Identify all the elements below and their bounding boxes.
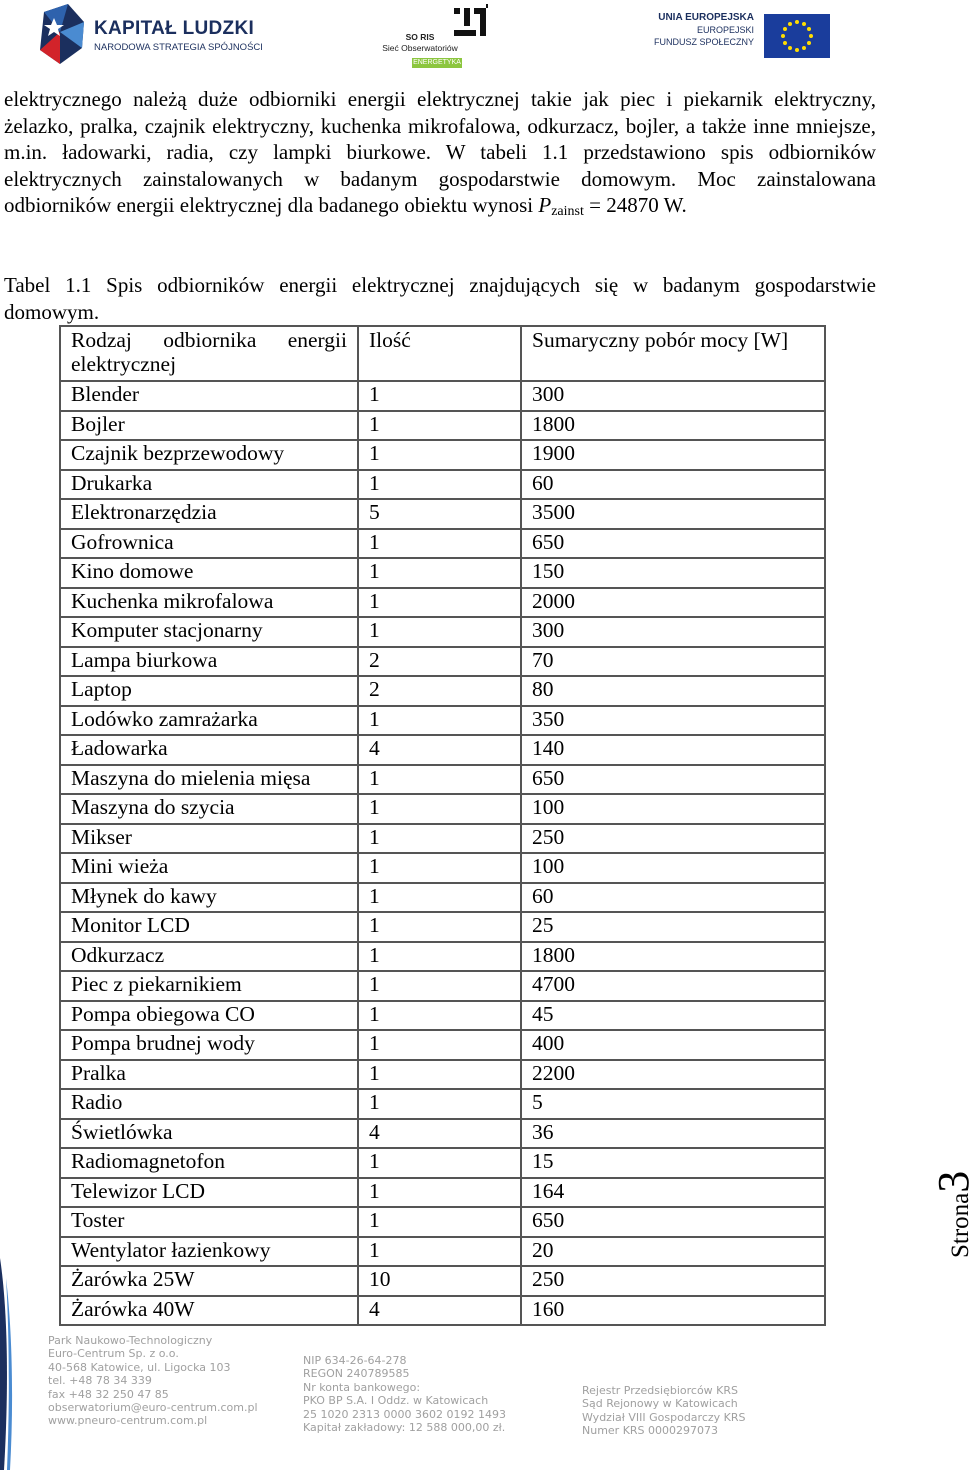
cell-appliance: Maszyna do szycia — [60, 794, 358, 824]
cell-quantity: 1 — [358, 558, 521, 588]
footer-registration-info — [303, 1354, 506, 1434]
cell-quantity: 5 — [358, 499, 521, 529]
cell-quantity: 4 — [358, 735, 521, 765]
footer-line: REGON 240789585 — [303, 1367, 410, 1381]
kapital-ludzki-title: KAPITAŁ LUDZKI — [94, 18, 255, 39]
cell-power: 36 — [521, 1119, 825, 1149]
cell-power: 150 — [521, 558, 825, 588]
cell-power: 1900 — [521, 440, 825, 470]
cell-appliance: Świetlówka — [60, 1119, 358, 1149]
table-row — [60, 1001, 825, 1031]
header-total-power: Sumaryczny pobór mocy [W] — [521, 326, 825, 381]
cell-quantity: 1 — [358, 971, 521, 1001]
footer-line: Wydział VIII Gospodarczy KRS — [582, 1410, 746, 1424]
cell-appliance: Odkurzacz — [60, 942, 358, 972]
eu-flag-icon — [764, 14, 830, 58]
cell-power: 164 — [521, 1178, 825, 1208]
cell-power: 4700 — [521, 971, 825, 1001]
decorative-swoosh-icon — [0, 1258, 22, 1470]
table-row — [60, 794, 825, 824]
footer-line: PKO BP S.A. I Oddz. w Katowicach — [303, 1394, 489, 1408]
footer-line: 25 1020 2313 0000 3602 0192 1493 — [303, 1407, 506, 1421]
eu-line-2: EUROPEJSKI — [696, 25, 754, 35]
power-unit: W. — [663, 193, 687, 218]
cell-quantity: 1 — [358, 1178, 521, 1208]
header-appliance-type: Rodzaj odbiornika energii elektrycznej — [60, 326, 358, 381]
cell-appliance: Pompa brudnej wody — [60, 1030, 358, 1060]
footer-line: NIP 634-26-64-278 — [303, 1354, 407, 1367]
footer-line: Euro-Centrum Sp. z o.o. — [48, 1347, 179, 1361]
table-row — [60, 558, 825, 588]
cell-appliance: Komputer stacjonarny — [60, 617, 358, 647]
page-number-value: 3 — [929, 1170, 978, 1193]
cell-power: 100 — [521, 853, 825, 883]
cell-appliance: Lampa biurkowa — [60, 647, 358, 677]
cell-appliance: Monitor LCD — [60, 912, 358, 942]
kapital-ludzki-emblem-icon — [38, 4, 90, 66]
kapital-ludzki-logo — [38, 4, 263, 66]
table-row — [60, 853, 825, 883]
cell-quantity: 1 — [358, 824, 521, 854]
cell-quantity: 1 — [358, 588, 521, 618]
page-label: Strona — [947, 1192, 974, 1258]
table-row — [60, 1237, 825, 1267]
table-row — [60, 942, 825, 972]
cell-quantity: 2 — [358, 647, 521, 677]
cell-power: 45 — [521, 1001, 825, 1031]
so-ris-logo — [380, 2, 500, 70]
body-paragraph — [4, 86, 876, 219]
kapital-ludzki-subtitle: NARODOWA STRATEGIA SPÓJNOŚCI — [94, 42, 263, 53]
header-quantity: Ilość — [358, 326, 521, 381]
cell-quantity: 2 — [358, 676, 521, 706]
cell-quantity: 1 — [358, 1089, 521, 1119]
cell-power: 250 — [521, 824, 825, 854]
power-subscript: zainst — [551, 204, 584, 220]
cell-power: 350 — [521, 706, 825, 736]
cell-quantity: 1 — [358, 883, 521, 913]
cell-power: 20 — [521, 1237, 825, 1267]
cell-quantity: 1 — [358, 440, 521, 470]
cell-quantity: 1 — [358, 1148, 521, 1178]
footer-line: 40-568 Katowice, ul. Ligocka 103 — [48, 1360, 231, 1374]
cell-appliance: Laptop — [60, 676, 358, 706]
table-row — [60, 971, 825, 1001]
power-symbol: P — [538, 193, 552, 218]
cell-power: 60 — [521, 470, 825, 500]
table-body — [60, 381, 825, 1325]
eu-stars-icon — [764, 14, 830, 58]
cell-power: 80 — [521, 676, 825, 706]
cell-quantity: 1 — [358, 381, 521, 411]
cell-power: 650 — [521, 765, 825, 795]
table-header-row — [60, 326, 825, 381]
table-row — [60, 1207, 825, 1237]
cell-power: 60 — [521, 883, 825, 913]
table-row — [60, 883, 825, 913]
footer-line: Park Naukowo-Technologiczny — [48, 1334, 213, 1347]
cell-quantity: 1 — [358, 1030, 521, 1060]
footer-line: Kapitał zakładowy: 12 588 000,00 zł. — [303, 1421, 506, 1435]
eu-logo — [653, 12, 830, 62]
cell-appliance: Pompa obiegowa CO — [60, 1001, 358, 1031]
table-row — [60, 676, 825, 706]
table-row — [60, 1178, 825, 1208]
page-number-text — [928, 1171, 979, 1258]
cell-quantity: 4 — [358, 1119, 521, 1149]
cell-power: 1800 — [521, 411, 825, 441]
cell-appliance: Wentylator łazienkowy — [60, 1237, 358, 1267]
cell-appliance: Żarówka 40W — [60, 1296, 358, 1326]
cell-power: 15 — [521, 1148, 825, 1178]
footer-line: Sąd Rejonowy w Katowicach — [582, 1397, 738, 1411]
cell-power: 400 — [521, 1030, 825, 1060]
cell-power: 140 — [521, 735, 825, 765]
table-row — [60, 824, 825, 854]
footer-company-info — [48, 1334, 258, 1428]
footer-website: www.pneuro-centrum.com.pl — [48, 1414, 208, 1428]
cell-appliance: Młynek do kawy — [60, 883, 358, 913]
footer-line: fax +48 32 250 47 85 — [48, 1387, 169, 1401]
cell-quantity: 1 — [358, 912, 521, 942]
cell-power: 3500 — [521, 499, 825, 529]
table-row — [60, 1266, 825, 1296]
eu-text — [654, 12, 754, 48]
cell-appliance: Żarówka 25W — [60, 1266, 358, 1296]
cell-quantity: 1 — [358, 1207, 521, 1237]
cell-power: 5 — [521, 1089, 825, 1119]
so-ris-name: SO RIS — [405, 32, 435, 42]
power-value: = 24870 — [589, 193, 659, 218]
table-row — [60, 529, 825, 559]
cell-power: 300 — [521, 381, 825, 411]
cell-appliance: Radiomagnetofon — [60, 1148, 358, 1178]
cell-quantity: 10 — [358, 1266, 521, 1296]
table-caption: Tabel 1.1 Spis odbiorników energii elektrycznej znajdujących się w badanym gospodarstwie domowym. — [4, 273, 876, 324]
table-row — [60, 499, 825, 529]
cell-appliance: Pralka — [60, 1060, 358, 1090]
table-row — [60, 411, 825, 441]
cell-appliance: Toster — [60, 1207, 358, 1237]
cell-appliance: Czajnik bezprzewodowy — [60, 440, 358, 470]
page-header — [0, 0, 960, 72]
cell-power: 650 — [521, 529, 825, 559]
cell-quantity: 1 — [358, 706, 521, 736]
table-row — [60, 1119, 825, 1149]
cell-quantity: 1 — [358, 1060, 521, 1090]
cell-power: 1800 — [521, 942, 825, 972]
cell-appliance: Drukarka — [60, 470, 358, 500]
table-row — [60, 735, 825, 765]
cell-quantity: 1 — [358, 411, 521, 441]
table-row — [60, 647, 825, 677]
cell-quantity: 1 — [358, 1001, 521, 1031]
energetyka-band: ENERGETYKA — [413, 59, 461, 66]
footer-court-info — [582, 1384, 746, 1438]
footer-email: obserwatorium@euro-centrum.com.pl — [48, 1401, 258, 1415]
cell-power: 2000 — [521, 588, 825, 618]
so-ris-subtitle: Sieć Obserwatoriów — [382, 43, 458, 53]
table-row — [60, 912, 825, 942]
cell-appliance: Mini wieża — [60, 853, 358, 883]
table-row — [60, 1148, 825, 1178]
body-paragraph-text: elektrycznego należą duże odbiorniki energii elektrycznej takie jak piec i piekarnik elektryczny, żelazko, pralka, czajnik elektryczny, kuchenka mikrofalowa, odkurzacz, bojler, a także inne mniejsze, m.in. ładowarki, radia, czy lampki biurkowe. W tabeli 1.1 przedstawiono spis odbiorników elektrycznych zainstalowanych w badanym gospodarstwie domowym. Moc zainstalowana odbiorników energii elektrycznej dla badanego obiektu wynosi — [4, 87, 876, 218]
page-number — [928, 1162, 978, 1258]
cell-quantity: 1 — [358, 617, 521, 647]
eu-line-3: FUNDUSZ SPOŁECZNY — [653, 37, 754, 47]
cell-quantity: 1 — [358, 794, 521, 824]
table-row — [60, 1089, 825, 1119]
cell-power: 650 — [521, 1207, 825, 1237]
cell-appliance: Gofrownica — [60, 529, 358, 559]
cell-appliance: Mikser — [60, 824, 358, 854]
table-row — [60, 1060, 825, 1090]
cell-quantity: 1 — [358, 1237, 521, 1267]
footer-line: tel. +48 78 34 339 — [48, 1374, 152, 1388]
cell-appliance: Bojler — [60, 411, 358, 441]
cell-power: 160 — [521, 1296, 825, 1326]
table-row — [60, 617, 825, 647]
cell-quantity: 1 — [358, 765, 521, 795]
cell-appliance: Telewizor LCD — [60, 1178, 358, 1208]
cell-appliance: Radio — [60, 1089, 358, 1119]
cell-quantity: 1 — [358, 470, 521, 500]
table-row — [60, 765, 825, 795]
cell-power: 100 — [521, 794, 825, 824]
footer-line: Rejestr Przedsiębiorców KRS — [582, 1384, 739, 1397]
cell-quantity: 1 — [358, 942, 521, 972]
cell-appliance: Kuchenka mikrofalowa — [60, 588, 358, 618]
table-row — [60, 706, 825, 736]
cell-power: 2200 — [521, 1060, 825, 1090]
cell-appliance: Blender — [60, 381, 358, 411]
cell-quantity: 1 — [358, 853, 521, 883]
cell-power: 300 — [521, 617, 825, 647]
eu-line-1: UNIA EUROPEJSKA — [658, 12, 754, 23]
footer-line: Numer KRS 0000297073 — [582, 1424, 719, 1438]
table-row — [60, 470, 825, 500]
cell-power: 250 — [521, 1266, 825, 1296]
appliance-table — [59, 325, 826, 1326]
cell-power: 70 — [521, 647, 825, 677]
cell-appliance: Piec z piekarnikiem — [60, 971, 358, 1001]
table-row — [60, 588, 825, 618]
cell-appliance: Kino domowe — [60, 558, 358, 588]
table-row — [60, 1030, 825, 1060]
cell-appliance: Ładowarka — [60, 735, 358, 765]
footer-line: Nr konta bankowego: — [303, 1380, 421, 1394]
cell-quantity: 4 — [358, 1296, 521, 1326]
table-row — [60, 440, 825, 470]
cell-appliance: Maszyna do mielenia mięsa — [60, 765, 358, 795]
table-row — [60, 1296, 825, 1326]
cell-appliance: Elektronarzędzia — [60, 499, 358, 529]
cell-quantity: 1 — [358, 529, 521, 559]
cell-appliance: Lodówko zamrażarka — [60, 706, 358, 736]
cell-power: 25 — [521, 912, 825, 942]
table-row — [60, 381, 825, 411]
